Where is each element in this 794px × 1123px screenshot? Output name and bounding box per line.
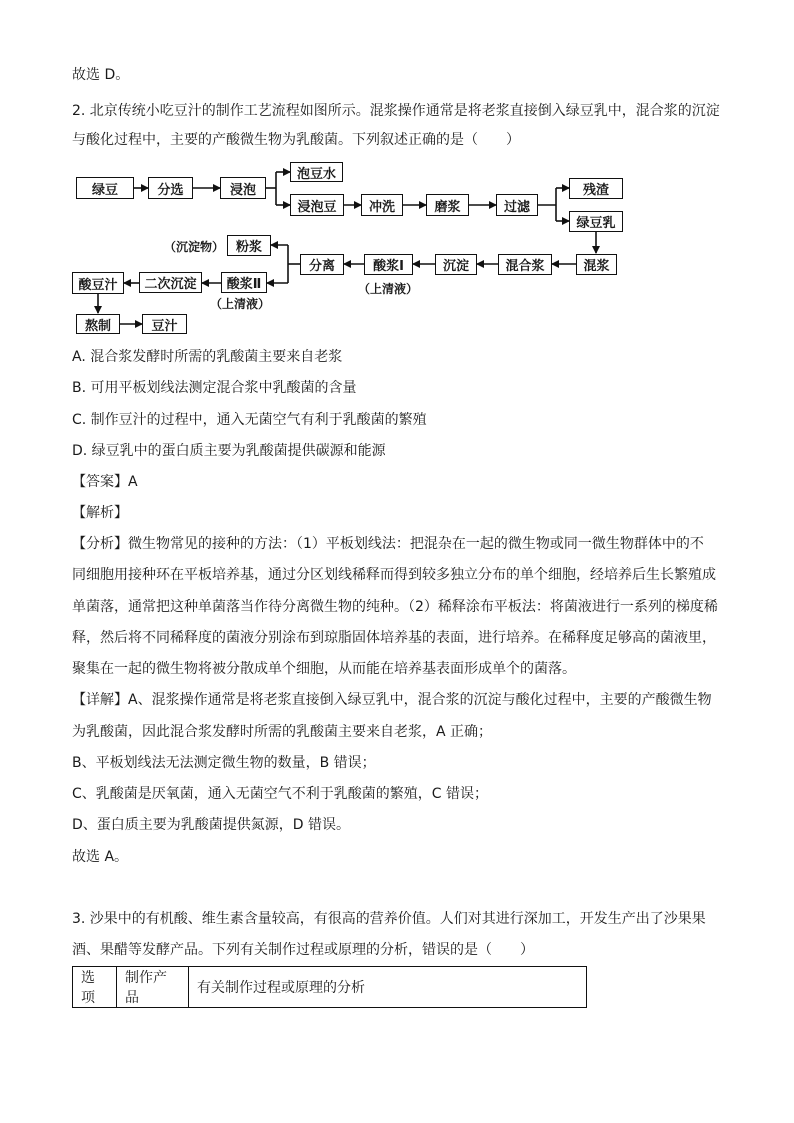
note-shangqingye-1: （上清液） [358, 282, 419, 296]
option-a: A. 混合浆发酵时所需的乳酸菌主要来自老浆 [72, 349, 343, 365]
fenxi-line-3: 单菌落，通常把这种单菌落当作待分离微生物的纯种。（2）稀释涂布平板法：将菌液进行一系列的梯度稀 [72, 599, 718, 615]
node-guolv: 过滤 [496, 194, 538, 216]
q2-stem-line2: 与酸化过程中，主要的产酸微生物为乳酸菌。下列叙述正确的是（ ） [72, 132, 520, 148]
fenxi-line-1 [72, 534, 704, 554]
fenxi-line-5: 聚集在一起的微生物将被分散成单个细胞，从而能在培养基表面形成单个的菌落。 [72, 661, 576, 677]
answer-value: A [128, 474, 138, 490]
xiangjie-line-2: 为乳酸菌，因此混合浆发酵时所需的乳酸菌主要来自老浆，A 正确； [72, 724, 493, 740]
node-jinpaodou: 浸泡豆 [290, 194, 344, 216]
xiangjie-tag: 【详解】 [72, 692, 128, 708]
node-jinpao: 浸泡 [220, 177, 266, 199]
q2-stem-line1: 2. 北京传统小吃豆汁的制作工艺流程如图所示。混浆操作通常是将老浆直接倒入绿豆乳中，混合浆的沉淀 [72, 103, 720, 119]
node-fenjiang: 粉浆 [227, 235, 271, 256]
table-header-cell: 制作产品 [117, 967, 189, 1008]
xiangjie-d: D、蛋白质主要为乳酸菌提供氮源，D 错误。 [72, 817, 351, 833]
node-ercichendian: 二次沉淀 [139, 272, 202, 293]
option-d: D. 绿豆乳中的蛋白质主要为乳酸菌提供碳源和能源 [72, 443, 386, 459]
node-canzha: 残渣 [569, 178, 623, 199]
node-suanjiang1: 酸浆Ⅰ [364, 254, 413, 275]
q2-conclusion: 故选 A。 [72, 849, 129, 865]
analysis-tag: 【解析】 [72, 505, 128, 521]
node-suanjiang2: 酸浆Ⅱ [221, 272, 267, 293]
xiangjie-c: C、乳酸菌是厌氧菌，通入无菌空气不利于乳酸菌的繁殖，C 错误； [72, 786, 488, 802]
fenxi-line-4: 释，然后将不同稀释度的菌液分别涂布到琼脂固体培养基的表面，进行培养。在稀释度足够高的菌液里， [72, 630, 716, 646]
q3-table [72, 966, 587, 1008]
node-paodoushui: 泡豆水 [290, 162, 343, 182]
answer-tag: 【答案】 [72, 474, 128, 490]
table-header-cell: 选项 [73, 967, 117, 1008]
option-b: B. 可用平板划线法测定混合浆中乳酸菌的含量 [72, 380, 357, 396]
fenxi-tag: 【分析】 [72, 536, 128, 552]
node-hunhejiang: 混合浆 [498, 254, 552, 275]
node-douzhi: 豆汁 [142, 314, 187, 334]
node-fenli: 分离 [300, 254, 344, 275]
fenxi-text-1: 微生物常见的接种的方法：（1）平板划线法：把混杂在一起的微生物或同一微生物群体中的不 [128, 536, 704, 552]
xiangjie-text-1: A、混浆操作通常是将老浆直接倒入绿豆乳中，混合浆的沉淀与酸化过程中，主要的产酸微生物 [128, 692, 712, 708]
xiangjie-b: B、平板划线法无法测定微生物的数量，B 错误； [72, 755, 376, 771]
note-shangqingye-2: （上清液） [210, 297, 271, 311]
intro-line: 故选 D。 [72, 67, 130, 83]
q3-stem-line2: 酒、果醋等发酵产品。下列有关制作过程或原理的分析，错误的是（ ） [72, 942, 534, 958]
option-c: C. 制作豆汁的过程中，通入无菌空气有利于乳酸菌的繁殖 [72, 412, 427, 428]
q3-stem-line1: 3. 沙果中的有机酸、维生素含量较高，有很高的营养价值。人们对其进行深加工，开发生产出了沙果果 [72, 911, 706, 927]
node-mojiang: 磨浆 [426, 194, 469, 216]
node-chendian: 沉淀 [435, 254, 477, 275]
node-aozhi: 熬制 [76, 314, 120, 334]
xiangjie-line-1 [72, 690, 712, 710]
fenxi-line-2: 同细胞用接种环在平板培养基，通过分区划线稀释而得到较多独立分布的单个细胞，经培养后生长繁殖成 [72, 567, 716, 583]
answer-line [72, 472, 138, 492]
table-header-cell: 有关制作过程或原理的分析 [189, 967, 587, 1008]
node-lvdouru: 绿豆乳 [569, 211, 623, 232]
node-suandouzhi: 酸豆汁 [72, 272, 124, 294]
table-header-row [73, 967, 587, 1008]
node-chongxi: 冲洗 [361, 194, 403, 216]
node-fenxuan: 分选 [148, 177, 193, 199]
node-hunjiang: 混浆 [576, 254, 617, 275]
note-chendianwu: （沉淀物） [164, 240, 225, 254]
node-lvdou: 绿豆 [76, 177, 134, 199]
